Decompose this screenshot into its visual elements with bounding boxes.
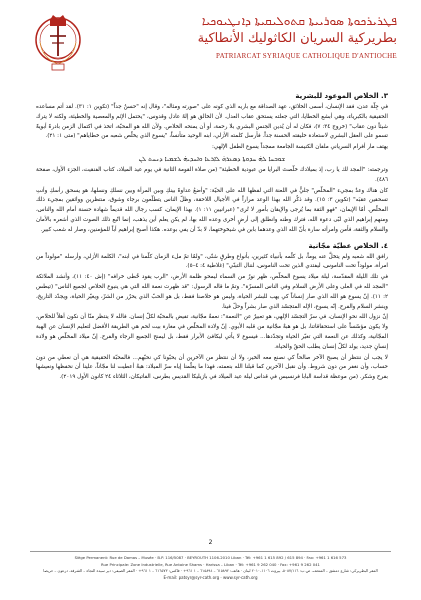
letterhead (0, 0, 421, 84)
footer (20, 555, 401, 581)
syriac-title: ܦܛܪܝܪܟܘܬܐ ܣܘܪܝܝܬܐ ܩܬܘܠܝܩܝܬܐ ܕܐܢܛܝܘܟܝܐ (201, 14, 397, 28)
paragraph: وترجمته: "المجد لك يا رب، إذ بميلادك خلّصتَ البرايا من عبودية الخطيئة" (من صلاة القومة الثانية في يوم عيد الميلاد، كتاب الفنقيث، الجزء الأول، صفحة ٤٨٦). (36, 166, 388, 183)
page-number: 2 (208, 539, 213, 546)
syriac-quote: ܫܘܒܚܐ ܠܗ̇ ܚܕܘܬܐ ܕܣܥܪܗ̇ ܠܐܪܥܐ ܘܐܚܕܝܗ̇ ܠܫܡܝܐ ܕܢܚܬ ܠܢ (138, 154, 286, 163)
section-heading-4: ٤. الخلاص عطيّة مجّانية (308, 241, 388, 250)
arabic-title: بطريركية السريان الكاثوليك الأنطاكية (197, 31, 397, 46)
footer-divider (30, 551, 391, 552)
paragraph: إنّ نزول الله نحو الإنسان، في سرّ التجسّد الإلهي، هو تعبيرٌ عن "النعمة": نعمةٌ مجّانية، تفيض بالمحبّة لكلّ إنسان. فالله لا ينتظر منّا أن نكون أهلاً للخلاص، ولا يكون مؤسّساً على استحقاقاتنا، بل هو هبةٌ مجّانية من قلبه الأبوي. إنّ ولادة المخلّص في مغارة بيت لحم هي الطريقة الأفضل لتعليم الإنسان عن الهبة المجّانية، وكذلك عن النعمة التي تغيّر الحياة وتجدّدها... فيسوع لا يأتي ليكافئ الأبرار فقط، بل ليمنح الجميع الرجاء والفرح. إنّ ميلاد المخلّص هو ولادة إنسانٍ جديد، يولد لكلّ إنسان يطلب الحقّ والحياة. (36, 314, 388, 350)
patriarchate-emblem-icon (32, 12, 84, 74)
paragraph: رافق الله شعبه ولم يتخلَّ عنه يوماً، بل كلّمه بأنبياء كثيرين، بأنواع وطرقٍ شتّى، "ولمّا تمّ ملء الزمان كلّمنا في ابنه"، الكلمة الأزلي، وأرسله "مولوداً من امرأة، مولوداً تحت الناموس، ليفتدي الذين تحت الناموس، لننال التبنّي" (غلاطية ٤: ٤–٥). (36, 253, 388, 270)
paragraph: كان هناك وعدٌ بمجيء "المخلّص" جليٌّ في اللعنة التي لفظها الله على الحيّة: "وأضعُ عداوةً بينكِ وبين المرأة وبين نسلكِ ونسلها، هو يسحق رأسكِ وأنتِ تسحقين عقبَه" (تكوين ٣: ١٥). وقد ذكّر الله بهذا الوعد مراراً في الأجيال اللاحقة، وظلّ الناس يتطلّعون برجاء وشوق، منتظرين وواثقين بمجيء ذلك المخلّص. أمّا الإيمان، "فهو الثقة بما يُرجى والإيقان بأمور لا تُرى" (عبرانيين ١١: ١). بهذا الإيمان، كسب رجال الله قديماً شهادة حسنة أمام الله والناس، ومنهم إبراهيم الذي لبّى دعوة الله، فترك وطنه وانطلق إلى أرضٍ أخرى وعده الله بها، لم يكن يعلم أين يذهب، إنما اتّبع ذلك الصوت الذي أشعره بالأمان والسلام والثقة، فأمن وامرأته سارة بأنّ الله الذي وعدهما بابن في شيخوختهما، لا بدّ أن يفي بوعده. هكذا أصبح إبراهيم أباً للمؤمنين، وصار له شعب كبير. (36, 187, 388, 233)
footer-contact: E-mail: patsyr@syr-cath.org · www.syr-cath.org (163, 574, 258, 580)
paragraph: في جِلّة عدن، فقد الإنسان، أسمى الخلائق، عهد الصداقة مع باريه الذي كونه على "صورته ومثاله"، وقال إنه "حسنٌ جداً" (تكوين ١: ٣١). لقد أتم مساعده الحقيقية بالكبرياء، وهي أبشع الخطايا، التي جعلته يستحق عقاب العدل. لأن الخالق هو إلهٌ عادل وقدوس، "يحتمل الإثم والمعصية والخطيئة، ولكنه لا يترك شيئاً دون عقاب" (خروج ٣٤: ٧)، فكان له أن يُدين الجنس البشري بلا رحمة، أو أن يمنحه الخلاص. ولأن الله هو المحبّة، اتخذ في اكتمال الزمن بادرةً أبويةً تسمو على العقل البشري لاستعادة خليقته الحسنة جداً. فأرسل كلمته الأزلي، ابنه الوحيد متأنساً، "يسوع الذي يخلّص شعبه من خطاياهم" (متى ١: ٢١). (36, 104, 388, 140)
paragraph: يهتف مار أفرام السرياني ملفان الكنيسة الجامعة ممجداً يسوع الطفل الإلهي: (211, 144, 388, 151)
footer-summer-address-fr: Rue Principale: Zone Industrielle, Rue Antoine Shams · Harissa – Liban · Tél: +961 9 262 040 · Fax: +961 9 262 041 (101, 561, 320, 567)
french-title: PATRIARCAT SYRIAQUE CATHOLIQUE D'ANTIOCHE (216, 52, 397, 60)
footer-address-fr: Siège Permanent: Rue de Damas – Musée · B.P. 116/5087 · BEYROUTH 1106-2010 Liban · Tél: +961 1 615 892 / 615 894 · Fax: +961 1 616 573 (74, 555, 347, 560)
letter-body (36, 91, 388, 384)
section-heading-3: ٣. الخلاص الموعود للبشرية (295, 92, 388, 100)
paragraph: في تلك الليلة المقدّسة، ليلة ميلاد يسوع المخلّص، ظهر نورٌ من السماء ليمحو ظلمة الأرض، "الرب يقود خُطى خرافه" (إش ٤٠: ١١)، وأنشد الملائكة "المجد لله في العلى وعلى الأرض السلام وفي الناس المسرّة". وتمّ ما قاله الرسول: "قد ظهرت نعمة الله التي هي ينبوع الخلاص لجميع الناس" (تيطس ٢: ١١). إنّ يسوع هو الله الذي صار إنساناً كي يهب للبشر الحياة، وليس هو خلاصنا فقط، بل هو الحبّ الذي يحرّر من الشرّ، ويغيّر الحياة، ويجدّد التاريخ، وينشر السلام والفرح. إنّه يسوع، الإله المتجسّد الذي صار بشراً وحلّ فينا. (36, 274, 388, 310)
footer-address-ar: المقر البطريركي: شارع دمشق – المتحف، ص.ب: ٥٠٨٧/١١٦، بيروت ١١٠٦-٢٠١٠ لبنان · هاتف: ٦١٥٨٩٢ – ٦١٥٨٩٤ – ١ ٩٦١+ · فاكس: ٦١٦٥٧٣ – ١ ٩٦١+ · المقر الصيفي: دير سيدة النجاة – الشرفة، درعون – حريصا (43, 568, 378, 573)
paragraph: لا يجب أن ننتظر أن يصبح الآخر صالحاً كي نصنع معه الخير، ولا أن ننتظر من الآخرين أن يحبّونا كي نحبّهم... فالمحبّة الحقيقية هي أن نعطي من دون حساب، وأن نغفر من دون شروط. وأن نقبل الآخرين كما قبلنا الله بنعمته، فهذا ما يعلّمنا إياه سرّ الميلاد: هبةٌ أعطيت لنا مجّاناً، علينا أن نحفظها ونعيشها بفرح وشكر. (من موعظة قداسة البابا فرنسيس في قداس ليلة عيد الميلاد في بازيليكا القديس بطرس، الفاتيكان، الثلاثاء ٢٤ كانون الأول ٢٠١٩). (36, 354, 388, 381)
